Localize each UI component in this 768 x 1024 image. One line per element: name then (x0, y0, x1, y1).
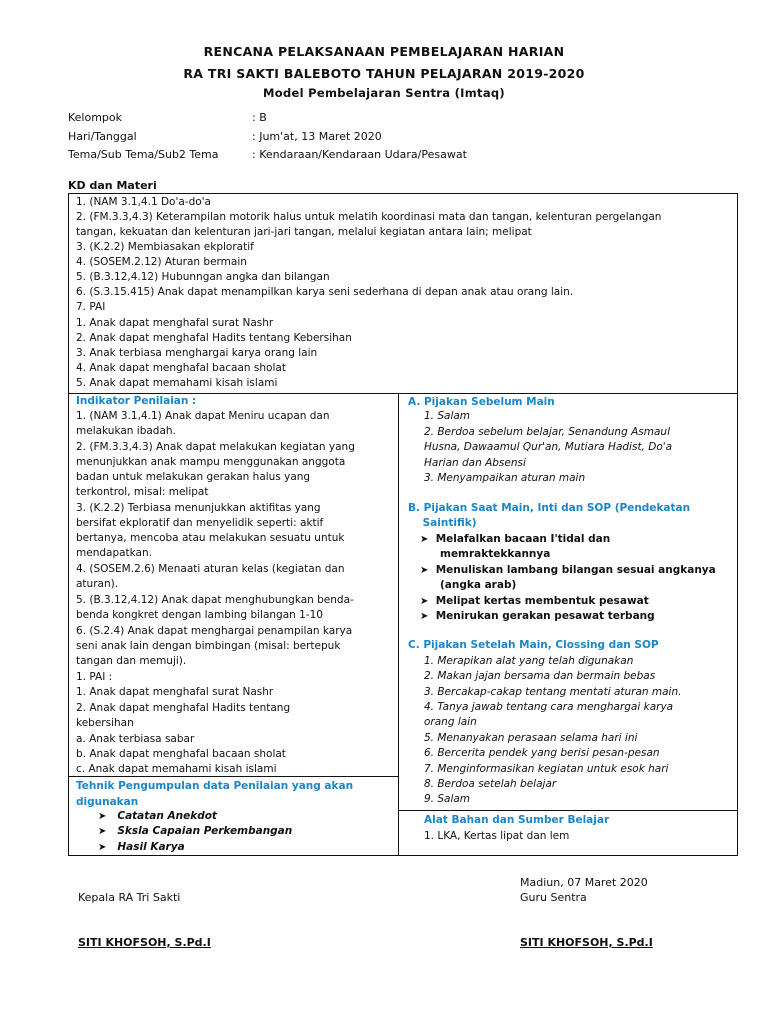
pijakan-a-line: Harian dan Absensi (424, 457, 526, 469)
pijakan-a-line: Husna, Dawaamul Qur'an, Mutiara Hadist, Do'a (424, 441, 673, 453)
indikator-line: melakukan ibadah. (76, 425, 176, 437)
teknik-heading-2: digunakan (76, 796, 139, 808)
alat-item: 1. LKA, Kertas lipat dan lem (424, 830, 570, 842)
indikator-line: kebersihan (76, 717, 134, 729)
arrow-bullet-icon: ➤ (420, 611, 429, 622)
pijakan-b-item: (angka arab) (440, 579, 517, 591)
indikator-line: 1. (NAM 3.1,4.1) Anak dapat Meniru ucapan dan (76, 410, 330, 422)
indikator-line: mendapatkan. (76, 547, 152, 559)
indikator-line: badan untuk melakukan gerakan halus yang (76, 471, 311, 483)
table-divider-right (398, 810, 738, 811)
indikator-line: terkontrol, misal: melipat (76, 486, 209, 498)
kd-heading: KD dan Materi (68, 179, 157, 192)
kd-line: 4. Anak dapat menghafal bacaan sholat (76, 362, 286, 374)
indikator-line: bersifat ekploratif dan menyelidik seperti: aktif (76, 517, 324, 529)
pijakan-b-item: ➤ Melipat kertas membentuk pesawat (420, 595, 649, 607)
table-border-bottom (68, 855, 738, 856)
pijakan-a-line: 3. Menyampaikan aturan main (424, 472, 586, 484)
kd-line: 6. (S.3.15.415) Anak dapat menampilkan karya seni sederhana di depan anak atau orang lain. (76, 286, 574, 298)
arrow-bullet-icon: ➤ (420, 596, 429, 607)
table-border-top (68, 193, 738, 194)
indikator-line: 1. PAI : (76, 671, 113, 683)
pijakan-b-heading-2: Saintifik) (408, 517, 477, 529)
pijakan-c-line: 6. Bercerita pendek yang berisi pesan-pesan (424, 747, 660, 759)
pijakan-c-line: 1. Merapikan alat yang telah digunakan (424, 655, 634, 667)
kd-line: 1. Anak dapat menghafal surat Nashr (76, 317, 274, 329)
kd-line: 7. PAI (76, 301, 106, 313)
pijakan-c-line: 4. Tanya jawab tentang cara menghargai karya (424, 701, 674, 713)
indikator-heading: Indikator Penilaian : (76, 395, 197, 407)
indikator-line: b. Anak dapat menghafal bacaan sholat (76, 748, 286, 760)
kd-line: 3. Anak terbiasa menghargai karya orang lain (76, 347, 318, 359)
info-value-tema: : Kendaraan/Kendaraan Udara/Pesawat (252, 148, 467, 161)
pijakan-c-line: 9. Salam (424, 793, 471, 805)
pijakan-b-item: ➤ Menirukan gerakan pesawat terbang (420, 610, 655, 622)
pijakan-b-item: ➤ Melafalkan bacaan I'tidal dan (420, 533, 611, 545)
arrow-bullet-icon: ➤ (420, 534, 429, 545)
pijakan-b-item: ➤ Menuliskan lambang bilangan sesuai angkanya (420, 564, 716, 576)
teknik-item: ➤ Sksla Capaian Perkembangan (98, 825, 293, 837)
kd-line: 1. (NAM 3.1,4.1 Do'a-do'a (76, 196, 211, 208)
indikator-line: bertanya, mencoba atau melakukan sesuatu untuk (76, 532, 345, 544)
indikator-line: 5. (B.3.12,4.12) Anak dapat menghubungkan benda- (76, 594, 354, 606)
kd-line: tangan, kekuatan dan kelenturan jari-jari tangan, melalui kegiatan antara lain; melipat (76, 226, 532, 238)
pijakan-c-heading: C. Pijakan Setelah Main, Clossing dan SOP (408, 639, 659, 651)
pijakan-c-line: 3. Bercakap-cakap tentang mentati aturan main. (424, 686, 682, 698)
pijakan-c-line: orang lain (424, 716, 477, 728)
kd-line: 5. (B.3.12,4.12) Hubunngan angka dan bilangan (76, 271, 330, 283)
indikator-line: seni anak lain dengan bimbingan (misal: bertepuk (76, 640, 341, 652)
pijakan-a-heading: A. Pijakan Sebelum Main (408, 396, 555, 408)
alat-heading: Alat Bahan dan Sumber Belajar (424, 814, 610, 826)
table-border-left (68, 193, 69, 856)
left-signer-role: Kepala RA Tri Sakti (78, 891, 181, 904)
info-value-kelompok: : B (252, 111, 267, 124)
indikator-line: aturan). (76, 578, 119, 590)
kd-line: 2. Anak dapat menghafal Hadits tentang Kebersihan (76, 332, 352, 344)
indikator-line: 3. (K.2.2) Terbiasa menunjukkan aktifitas yang (76, 502, 321, 514)
info-label-kelompok: Kelompok (68, 111, 123, 124)
info-value-hari: : Jum'at, 13 Maret 2020 (252, 130, 382, 143)
pijakan-a-line: 2. Berdoa sebelum belajar, Senandung Asmaul (424, 426, 670, 438)
pijakan-b-heading-1: B. Pijakan Saat Main, Inti dan SOP (Pendekatan (408, 502, 691, 514)
indikator-line: 6. (S.2.4) Anak dapat menghargai penampilan karya (76, 625, 353, 637)
table-divider-left (68, 776, 398, 777)
indikator-line: 4. (SOSEM.2.6) Menaati aturan kelas (kegiatan dan (76, 563, 345, 575)
indikator-line: menunjukkan anak mampu menggunakan anggota (76, 456, 346, 468)
doc-title-3: Model Pembelajaran Sentra (Imtaq) (263, 86, 505, 100)
kd-line: 2. (FM.3.3,4.3) Keterampilan motorik halus untuk melatih koordinasi mata dan tangan, kelenturan pergelangan (76, 211, 662, 223)
info-label-hari: Hari/Tanggal (68, 130, 137, 143)
kd-line: 5. Anak dapat memahami kisah islami (76, 377, 278, 389)
pijakan-a-line: 1. Salam (424, 410, 471, 422)
right-signer-role: Guru Sentra (520, 891, 587, 904)
right-signer-name: SITI KHOFSOH, S.Pd.I (520, 936, 653, 949)
pijakan-b-item: memraktekkannya (440, 548, 551, 560)
teknik-item: ➤ Catatan Anekdot (98, 810, 217, 822)
pijakan-c-line: 2. Makan jajan bersama dan bermain bebas (424, 670, 656, 682)
kd-line: 4. (SOSEM.2.12) Aturan bermain (76, 256, 247, 268)
indikator-line: 2. Anak dapat menghafal Hadits tentang (76, 702, 291, 714)
teknik-item: ➤ Hasil Karya (98, 841, 185, 853)
left-signer-name: SITI KHOFSOH, S.Pd.I (78, 936, 211, 949)
table-divider-1 (68, 393, 738, 394)
arrow-bullet-icon: ➤ (98, 811, 107, 822)
teknik-heading-1: Tehnik Pengumpulan data Penilaian yang akan (76, 780, 354, 792)
pijakan-c-line: 5. Menanyakan perasaan selama hari ini (424, 732, 638, 744)
table-border-right (737, 193, 738, 856)
arrow-bullet-icon: ➤ (98, 842, 107, 853)
doc-title-2: RA TRI SAKTI BALEBOTO TAHUN PELAJARAN 2019-2020 (183, 66, 585, 81)
indikator-line: 2. (FM.3.3,4.3) Anak dapat melakukan kegiatan yang (76, 441, 355, 453)
table-column-divider (398, 393, 399, 855)
pijakan-c-line: 7. Menginformasikan kegiatan untuk esok hari (424, 763, 669, 775)
doc-title-1: RENCANA PELAKSANAAN PEMBELAJARAN HARIAN (203, 44, 565, 59)
arrow-bullet-icon: ➤ (420, 565, 429, 576)
indikator-line: a. Anak terbiasa sabar (76, 733, 195, 745)
kd-line: 3. (K.2.2) Membiasakan ekploratif (76, 241, 254, 253)
arrow-bullet-icon: ➤ (98, 826, 107, 837)
indikator-line: c. Anak dapat memahami kisah islami (76, 763, 277, 775)
info-label-tema: Tema/Sub Tema/Sub2 Tema (68, 148, 219, 161)
indikator-line: 1. Anak dapat menghafal surat Nashr (76, 686, 274, 698)
indikator-line: tangan dan memuji). (76, 655, 187, 667)
place-date: Madiun, 07 Maret 2020 (520, 876, 648, 889)
pijakan-c-line: 8. Berdoa setelah belajar (424, 778, 557, 790)
indikator-line: benda kongkret dengan lambing bilangan 1-10 (76, 609, 323, 621)
